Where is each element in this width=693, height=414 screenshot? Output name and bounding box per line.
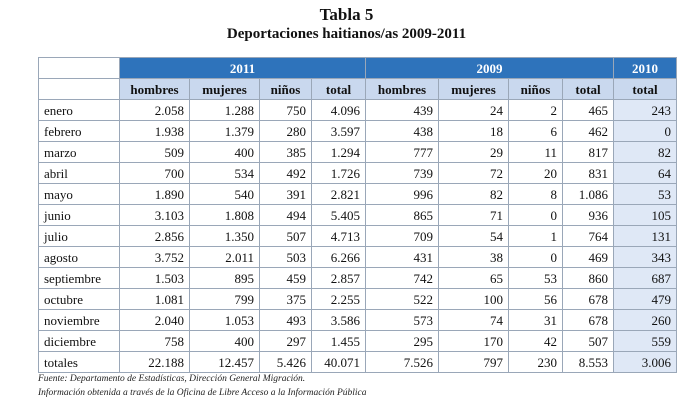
value-cell: 465 [563, 100, 614, 121]
value-cell: 12.457 [190, 352, 260, 373]
value-cell: 56 [509, 289, 563, 310]
value-cell: 764 [563, 226, 614, 247]
value-cell: 2 [509, 100, 563, 121]
value-cell: 799 [190, 289, 260, 310]
value-cell: 1.503 [120, 268, 190, 289]
table-row [39, 205, 677, 226]
value-cell: 559 [614, 331, 677, 352]
value-cell: 230 [509, 352, 563, 373]
group-2010: 2010 [614, 58, 677, 79]
source-note: Fuente: Departamento de Estadísticas, Dirección General Migración. [38, 374, 306, 384]
value-cell: 385 [260, 142, 312, 163]
value-cell: 817 [563, 142, 614, 163]
value-cell: 64 [614, 163, 677, 184]
value-cell: 865 [366, 205, 439, 226]
value-cell: 65 [439, 268, 509, 289]
table-subtitle: Deportaciones haitianos/as 2009-2011 [226, 26, 467, 42]
value-cell: 100 [439, 289, 509, 310]
value-cell: 507 [563, 331, 614, 352]
value-cell: 522 [366, 289, 439, 310]
value-cell: 54 [439, 226, 509, 247]
value-cell: 295 [366, 331, 439, 352]
value-cell: 459 [260, 268, 312, 289]
value-cell: 1 [509, 226, 563, 247]
month-cell: enero [39, 100, 120, 121]
value-cell: 687 [614, 268, 677, 289]
value-cell: 53 [614, 184, 677, 205]
value-cell: 1.379 [190, 121, 260, 142]
value-cell: 462 [563, 121, 614, 142]
col-header: mujeres [439, 79, 509, 100]
month-cell: mayo [39, 184, 120, 205]
group-2011: 2011 [120, 58, 366, 79]
value-cell: 29 [439, 142, 509, 163]
value-cell: 860 [563, 268, 614, 289]
value-cell: 0 [614, 121, 677, 142]
value-cell: 53 [509, 268, 563, 289]
table-title: Tabla 5 [319, 5, 374, 24]
table-row [39, 142, 677, 163]
col-header: hombres [120, 79, 190, 100]
value-cell: 71 [439, 205, 509, 226]
col-header: niños [260, 79, 312, 100]
table-row [39, 289, 677, 310]
value-cell: 3.752 [120, 247, 190, 268]
value-cell: 38 [439, 247, 509, 268]
col-header: total [563, 79, 614, 100]
table-row [39, 100, 677, 121]
value-cell: 494 [260, 205, 312, 226]
table-row [39, 247, 677, 268]
value-cell: 260 [614, 310, 677, 331]
month-cell: junio [39, 205, 120, 226]
value-cell: 1.053 [190, 310, 260, 331]
value-cell: 996 [366, 184, 439, 205]
value-cell: 709 [366, 226, 439, 247]
value-cell: 742 [366, 268, 439, 289]
table-row [39, 310, 677, 331]
value-cell: 739 [366, 163, 439, 184]
value-cell: 2.058 [120, 100, 190, 121]
month-cell: abril [39, 163, 120, 184]
value-cell: 831 [563, 163, 614, 184]
group-2009: 2009 [366, 58, 614, 79]
value-cell: 534 [190, 163, 260, 184]
value-cell: 1.350 [190, 226, 260, 247]
month-header [39, 79, 120, 100]
value-cell: 758 [120, 331, 190, 352]
value-cell: 82 [439, 184, 509, 205]
value-cell: 170 [439, 331, 509, 352]
value-cell: 20 [509, 163, 563, 184]
value-cell: 2.856 [120, 226, 190, 247]
value-cell: 11 [509, 142, 563, 163]
column-header-row [39, 79, 677, 100]
value-cell: 1.288 [190, 100, 260, 121]
value-cell: 31 [509, 310, 563, 331]
col-header: niños [509, 79, 563, 100]
month-cell: agosto [39, 247, 120, 268]
value-cell: 1.808 [190, 205, 260, 226]
value-cell: 0 [509, 247, 563, 268]
month-cell: febrero [39, 121, 120, 142]
value-cell: 1.726 [312, 163, 366, 184]
value-cell: 375 [260, 289, 312, 310]
table-row [39, 184, 677, 205]
value-cell: 678 [563, 310, 614, 331]
value-cell: 82 [614, 142, 677, 163]
value-cell: 2.857 [312, 268, 366, 289]
value-cell: 6.266 [312, 247, 366, 268]
value-cell: 74 [439, 310, 509, 331]
value-cell: 2.011 [190, 247, 260, 268]
value-cell: 438 [366, 121, 439, 142]
value-cell: 573 [366, 310, 439, 331]
value-cell: 493 [260, 310, 312, 331]
month-cell: julio [39, 226, 120, 247]
col-header: total [614, 79, 677, 100]
value-cell: 895 [190, 268, 260, 289]
value-cell: 8 [509, 184, 563, 205]
month-cell: octubre [39, 289, 120, 310]
value-cell: 540 [190, 184, 260, 205]
table-body [39, 100, 677, 373]
table-row [39, 352, 677, 373]
value-cell: 391 [260, 184, 312, 205]
value-cell: 479 [614, 289, 677, 310]
value-cell: 1.294 [312, 142, 366, 163]
value-cell: 469 [563, 247, 614, 268]
table-row [39, 268, 677, 289]
month-cell: totales [39, 352, 120, 373]
month-cell: marzo [39, 142, 120, 163]
value-cell: 1.890 [120, 184, 190, 205]
value-cell: 1.081 [120, 289, 190, 310]
group-header-row [39, 58, 677, 79]
info-note: Información obtenida a través de la Oficina de Libre Acceso a la Información Pública [38, 388, 367, 398]
value-cell: 8.553 [563, 352, 614, 373]
value-cell: 777 [366, 142, 439, 163]
col-header: hombres [366, 79, 439, 100]
value-cell: 3.586 [312, 310, 366, 331]
value-cell: 5.426 [260, 352, 312, 373]
value-cell: 343 [614, 247, 677, 268]
value-cell: 72 [439, 163, 509, 184]
value-cell: 18 [439, 121, 509, 142]
table-row [39, 226, 677, 247]
value-cell: 492 [260, 163, 312, 184]
value-cell: 400 [190, 331, 260, 352]
value-cell: 6 [509, 121, 563, 142]
value-cell: 105 [614, 205, 677, 226]
value-cell: 797 [439, 352, 509, 373]
value-cell: 4.713 [312, 226, 366, 247]
value-cell: 750 [260, 100, 312, 121]
value-cell: 678 [563, 289, 614, 310]
corner-cell [39, 58, 120, 79]
month-cell: septiembre [39, 268, 120, 289]
value-cell: 4.096 [312, 100, 366, 121]
value-cell: 131 [614, 226, 677, 247]
value-cell: 439 [366, 100, 439, 121]
value-cell: 2.821 [312, 184, 366, 205]
month-cell: noviembre [39, 310, 120, 331]
table-row [39, 163, 677, 184]
value-cell: 22.188 [120, 352, 190, 373]
value-cell: 3.597 [312, 121, 366, 142]
value-cell: 243 [614, 100, 677, 121]
value-cell: 1.086 [563, 184, 614, 205]
value-cell: 1.938 [120, 121, 190, 142]
value-cell: 400 [190, 142, 260, 163]
value-cell: 280 [260, 121, 312, 142]
value-cell: 1.455 [312, 331, 366, 352]
value-cell: 24 [439, 100, 509, 121]
value-cell: 507 [260, 226, 312, 247]
table-row [39, 331, 677, 352]
value-cell: 3.103 [120, 205, 190, 226]
value-cell: 42 [509, 331, 563, 352]
value-cell: 0 [509, 205, 563, 226]
value-cell: 503 [260, 247, 312, 268]
col-header: total [312, 79, 366, 100]
deportations-table [38, 57, 677, 373]
value-cell: 3.006 [614, 352, 677, 373]
value-cell: 509 [120, 142, 190, 163]
table-row [39, 121, 677, 142]
value-cell: 936 [563, 205, 614, 226]
value-cell: 5.405 [312, 205, 366, 226]
value-cell: 700 [120, 163, 190, 184]
value-cell: 297 [260, 331, 312, 352]
value-cell: 7.526 [366, 352, 439, 373]
value-cell: 431 [366, 247, 439, 268]
col-header: mujeres [190, 79, 260, 100]
value-cell: 2.255 [312, 289, 366, 310]
value-cell: 2.040 [120, 310, 190, 331]
month-cell: diciembre [39, 331, 120, 352]
value-cell: 40.071 [312, 352, 366, 373]
